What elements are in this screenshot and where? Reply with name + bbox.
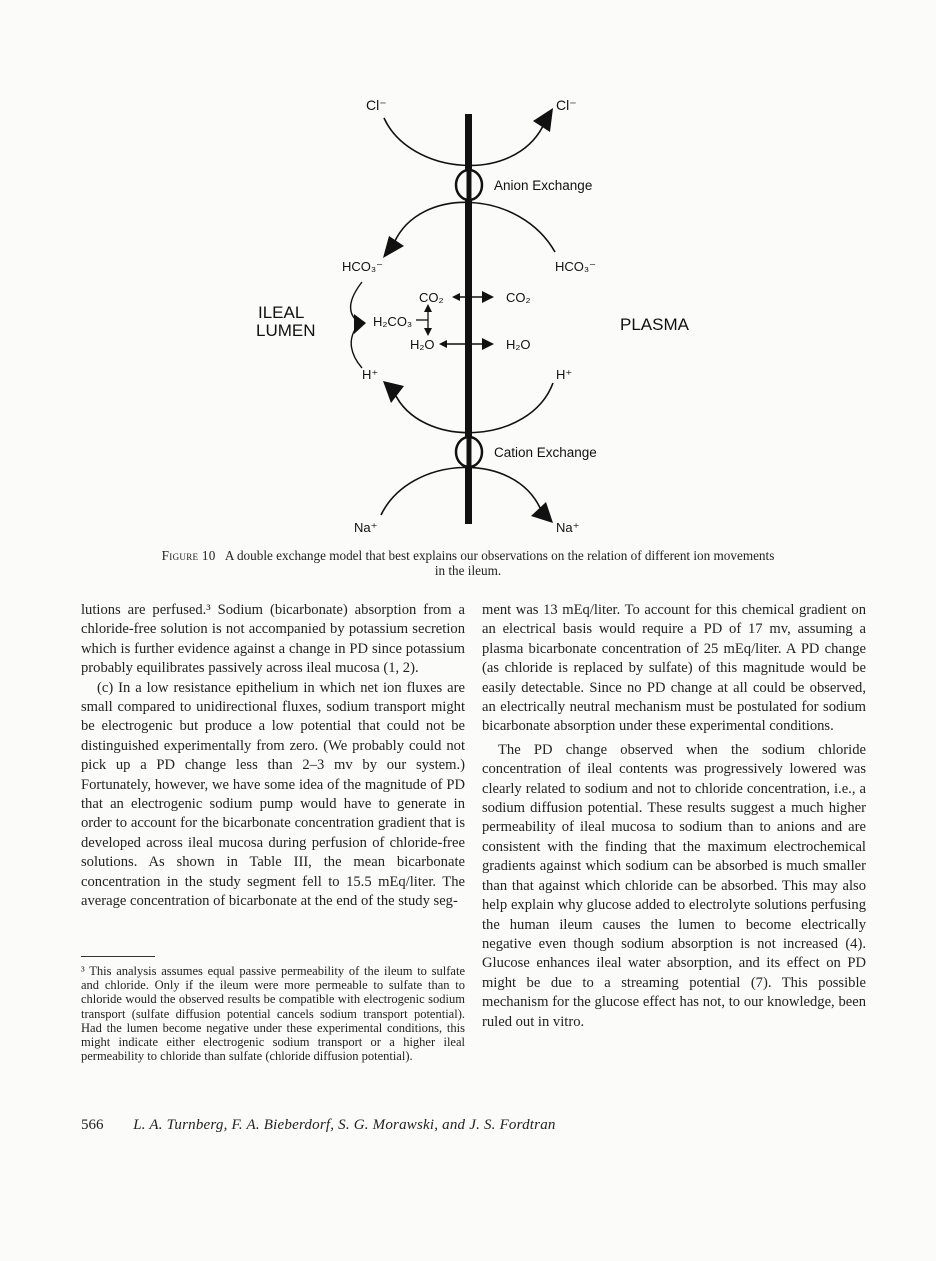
h2co3-to-h2o-arrowhead — [424, 328, 432, 336]
sodium-arrowhead — [531, 502, 553, 523]
h2o-arrow-left — [439, 340, 447, 348]
paragraph: The PD change observed when the sodium chloride concentration of ileal contents was progressively lowered was clearly related to sodium and not to chloride concentration, i.e., a sodium diffusion potential. These results suggest a much higher permeability of ileal mucosa to sodium than to anions and are consistent with the finding that the maximum electrochemical gradients against which sodium can be absorbed is much smaller than that against which chloride can be absorbed. This may also help explain why glucose added to electrolyte solutions perfusing the human ileum causes the lumen to become electrically negative even though sodium absorption is not increased (4). Glucose enhances ileal water absorption, and its effect on PD might be due to a streaming potential (7). This possible mechanism for the glucose effect has not, to our knowledge, been ruled out in vitro. — [482, 741, 866, 1030]
body-column-right — [482, 601, 866, 1032]
paragraph: ment was 13 mEq/liter. To account for this chemical gradient on an electrical basis would require a PD of 17 mv, assuming a plasma bicarbonate concentration of 25 mEq/liter. A PD change (as chloride is replaced by sulfate) of this magnitude would be easily detectable. Since no PD change at all could be observed, an electrically neutral mechanism must be postulated for sodium bicarbonate absorption under these experimental conditions. — [482, 602, 866, 735]
label-h-right: H⁺ — [556, 367, 573, 382]
label-cl-right: Cl⁻ — [556, 97, 577, 113]
body-column-left — [81, 601, 465, 912]
figure-caption-text: A double exchange model that best explains our observations on the relation of different ion movements in the ileum. — [224, 548, 775, 578]
label-cl-left: Cl⁻ — [366, 97, 387, 113]
label-cation-exchange: Cation Exchange — [494, 445, 597, 460]
h2co3-to-co2-arrowhead — [424, 304, 432, 312]
lumen-reaction-arrowhead — [354, 314, 366, 334]
label-h-left: H⁺ — [362, 367, 379, 382]
label-co2-left: CO₂ — [419, 290, 444, 305]
figure-caption — [160, 548, 776, 578]
label-lumen: LUMEN — [256, 321, 316, 340]
co2-arrow-left — [452, 293, 460, 301]
page-footer — [81, 1117, 781, 1134]
label-hco3-left: HCO₃⁻ — [342, 259, 384, 274]
author-line: L. A. Turnberg, F. A. Bieberdorf, S. G. Morawski, and J. S. Fordtran — [133, 1117, 556, 1133]
double-exchange-diagram — [0, 0, 936, 545]
page-number: 566 — [81, 1117, 104, 1133]
footnote: ³ This analysis assumes equal passive permeability of the ileum to sulfate and chloride. Only if the ileum were more permeable to sulfate than to chloride would the observed results be compatible with electrogenic sodium transport (sulfate diffusion potential cancels sodium transport potential). Had the lumen become negative under these experimental conditions, this might indicate either electrogenic sodium transport or a higher ileal permeability to chloride than sulfate (chloride diffusion potential). — [81, 964, 465, 1064]
footnote-divider — [81, 956, 155, 957]
label-na-left: Na⁺ — [354, 520, 378, 535]
label-h2o-right: H₂O — [506, 337, 531, 352]
bicarbonate-arrowhead — [383, 236, 404, 258]
label-h2o-left: H₂O — [410, 337, 435, 352]
label-anion-exchange: Anion Exchange — [494, 178, 593, 193]
paragraph: lutions are perfused.³ Sodium (bicarbonate) absorption from a chloride-free solution is not accompanied by potassium secretion which is further evidence against a change in PD since potassium probably equilibrates passively across ileal mucosa (1, 2). — [81, 602, 465, 677]
label-co2-right: CO₂ — [506, 290, 531, 305]
label-plasma: PLASMA — [620, 315, 689, 334]
h2o-arrow-right — [482, 338, 494, 350]
label-hco3-right: HCO₃⁻ — [555, 259, 597, 274]
label-h2co3: H₂CO₃ — [373, 314, 413, 329]
paragraph: (c) In a low resistance epithelium in which net ion fluxes are small compared to unidirectional fluxes, sodium transport might be electrogenic but produce a low potential that could not be distinguished experimentally from zero. (We probably could not pick up a PD change less than 2–3 mv by our system.) Fortunately, however, we have some idea of the magnitude of PD that an electrogenic sodium pump would have to generate in order to account for the bicarbonate concentration gradient that is developed across ileal mucosa during perfusion of chloride-free solutions. As shown in Table III, the mean bicarbonate concentration in the study segment fell to 15.5 mEq/liter. The average concentration of bicarbonate at the end of the study seg- — [81, 679, 465, 910]
co2-arrow-right — [482, 291, 494, 303]
label-na-right: Na⁺ — [556, 520, 580, 535]
proton-arc — [394, 383, 553, 433]
chloride-arc — [384, 118, 544, 165]
figure-label: Figure 10 — [161, 548, 216, 563]
sodium-arc — [381, 467, 541, 515]
bicarbonate-arc — [394, 202, 555, 252]
proton-arrowhead — [383, 381, 404, 403]
label-ileal: ILEAL — [258, 303, 305, 322]
chloride-arrowhead — [533, 108, 553, 132]
